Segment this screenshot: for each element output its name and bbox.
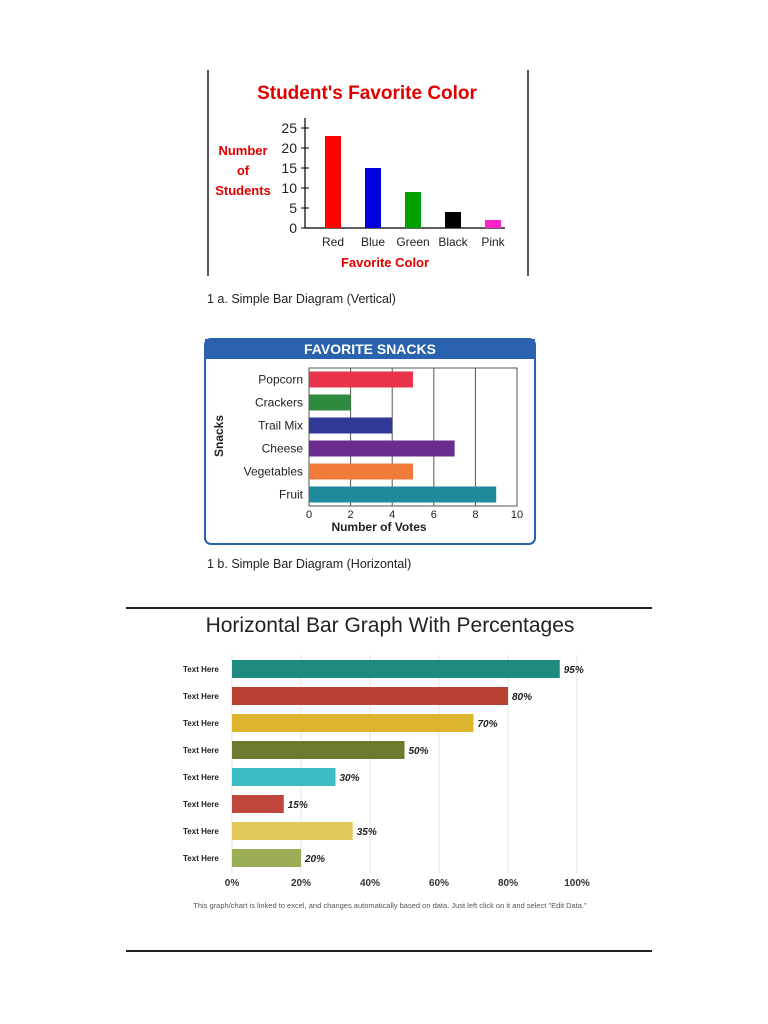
y-tick-label: 5 bbox=[289, 200, 297, 216]
value-label: 80% bbox=[512, 692, 533, 703]
bar bbox=[232, 660, 560, 678]
x-tick-label: Blue bbox=[360, 235, 386, 249]
bars bbox=[325, 136, 501, 228]
category-label: Text Here bbox=[183, 665, 219, 674]
x-tick-label: 40% bbox=[359, 878, 381, 889]
value-label: 95% bbox=[563, 665, 584, 676]
x-tick-label: Green bbox=[396, 235, 430, 249]
x-tick-label: 20% bbox=[290, 878, 312, 889]
bar bbox=[232, 741, 405, 759]
bar bbox=[309, 441, 455, 457]
bar bbox=[232, 687, 508, 705]
value-label: 35% bbox=[356, 827, 377, 838]
bars bbox=[232, 660, 560, 867]
value-label: 70% bbox=[477, 719, 498, 730]
y-axis-label-line: of bbox=[236, 163, 250, 178]
x-tick-label: 80% bbox=[497, 878, 519, 889]
value-label: 50% bbox=[408, 746, 429, 757]
category-label: Vegetables bbox=[243, 464, 303, 479]
category-label: Text Here bbox=[183, 746, 219, 755]
x-tick-label: Red bbox=[321, 235, 345, 249]
value-label: 15% bbox=[287, 800, 308, 811]
category-label: Text Here bbox=[183, 773, 219, 782]
bar bbox=[232, 795, 284, 813]
x-tick-label: 10 bbox=[510, 509, 524, 521]
y-tick-label: 0 bbox=[289, 220, 297, 236]
favorite-color-chart bbox=[205, 68, 531, 278]
category-label: Text Here bbox=[183, 719, 219, 728]
category-label: Text Here bbox=[183, 692, 219, 701]
y-tick-label: 20 bbox=[281, 140, 297, 156]
y-axis-label: Snacks bbox=[212, 414, 226, 458]
bar bbox=[405, 192, 421, 228]
x-tick-label: 4 bbox=[389, 509, 396, 521]
bottom-rule bbox=[126, 950, 652, 952]
x-tick-label: 2 bbox=[347, 509, 354, 521]
category-label: Cheese bbox=[261, 441, 303, 456]
footnote: This graph/chart is linked to excel, and changes automatically based on data. Just left click on it and select "Edit Data." bbox=[193, 901, 587, 910]
x-tick-label: 6 bbox=[430, 509, 437, 521]
category-labels bbox=[183, 665, 219, 863]
x-tick-label: Pink bbox=[481, 235, 505, 249]
x-axis-ticks bbox=[322, 235, 506, 249]
y-tick-label: 10 bbox=[281, 180, 297, 196]
category-label: Crackers bbox=[254, 395, 303, 410]
chart-title: FAVORITE SNACKS bbox=[304, 341, 436, 357]
category-label: Popcorn bbox=[258, 372, 303, 387]
bar bbox=[325, 136, 341, 228]
y-tick-label: 15 bbox=[281, 160, 297, 176]
bar bbox=[309, 464, 413, 480]
figure-caption-1b: 1 b. Simple Bar Diagram (Horizontal) bbox=[207, 557, 412, 571]
bar bbox=[309, 487, 496, 503]
bar bbox=[309, 372, 413, 388]
bar bbox=[309, 395, 351, 411]
x-tick-label: 0% bbox=[224, 878, 240, 889]
bar bbox=[232, 714, 474, 732]
x-axis-label: Number of Votes bbox=[331, 520, 427, 534]
bar bbox=[309, 418, 392, 434]
y-axis-label-line: Number bbox=[218, 143, 268, 158]
x-tick-label: 8 bbox=[472, 509, 479, 521]
chart-title: Student's Favorite Color bbox=[257, 83, 477, 104]
bar bbox=[485, 220, 501, 228]
bar bbox=[445, 212, 461, 228]
favorite-snacks-chart bbox=[204, 338, 536, 546]
x-axis-label: Favorite Color bbox=[340, 255, 430, 270]
value-label: 30% bbox=[339, 773, 360, 784]
y-axis-label bbox=[215, 143, 271, 198]
chart-title: Horizontal Bar Graph With Percentages bbox=[205, 614, 575, 637]
figure-caption-1a: 1 a. Simple Bar Diagram (Vertical) bbox=[207, 292, 396, 306]
x-tick-label: 100% bbox=[564, 878, 590, 889]
category-label: Fruit bbox=[279, 487, 303, 502]
category-label: Text Here bbox=[183, 854, 219, 863]
x-tick-label: 0 bbox=[305, 509, 313, 521]
bar bbox=[232, 822, 353, 840]
x-axis-ticks bbox=[225, 878, 590, 889]
y-tick-label: 25 bbox=[281, 120, 297, 136]
category-label: Trail Mix bbox=[258, 418, 303, 433]
value-label: 20% bbox=[305, 854, 326, 865]
bar bbox=[232, 768, 336, 786]
bar bbox=[232, 849, 301, 867]
x-tick-label: Black bbox=[438, 235, 468, 249]
top-rule bbox=[126, 607, 652, 609]
category-label: Text Here bbox=[183, 827, 219, 836]
y-axis-label-line: Students bbox=[215, 183, 271, 198]
bar bbox=[365, 168, 381, 228]
percentage-bar-chart bbox=[140, 610, 640, 910]
category-label: Text Here bbox=[183, 800, 219, 809]
x-tick-label: 60% bbox=[428, 878, 450, 889]
